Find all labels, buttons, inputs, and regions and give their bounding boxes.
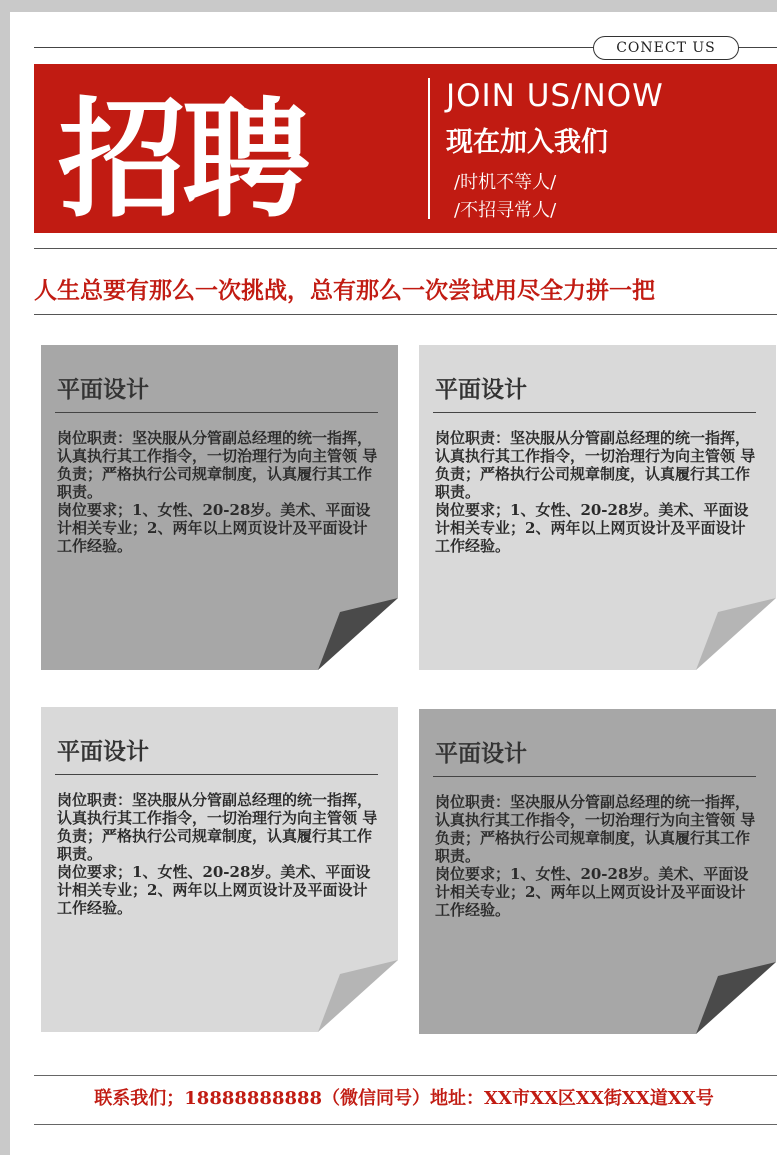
card-divider bbox=[55, 412, 378, 413]
slogan-line-2: /不招寻常人/ bbox=[454, 200, 557, 221]
header-banner bbox=[34, 64, 777, 233]
contact-info: 联系我们；18888888888（微信同号）地址：XX市XX区XX街XX道XX号 bbox=[94, 1088, 714, 1109]
card-divider bbox=[433, 776, 756, 777]
footer-top-rule bbox=[34, 1075, 777, 1076]
footer-bottom-rule bbox=[34, 1124, 777, 1125]
job-card bbox=[419, 709, 776, 1034]
page-curl-icon bbox=[696, 962, 776, 1034]
job-duty: 岗位职责：坚决服从分管副总经理的统一指挥，认真执行其工作指令，一切治理行为向主管领 导负责；严格执行公司规章制度，认真履行其工作职责。 bbox=[57, 429, 378, 501]
page-curl-icon bbox=[318, 598, 398, 670]
job-requirement: 岗位要求；1、女性、20-28岁。美术、平面设计相关专业；2、两年以上网页设计及平面设计工作经验。 bbox=[57, 501, 371, 555]
tagline-bottom-rule bbox=[34, 314, 777, 315]
page-title: 招聘 bbox=[58, 85, 307, 235]
job-title: 平面设计 bbox=[57, 738, 149, 765]
job-title: 平面设计 bbox=[57, 376, 149, 403]
poster bbox=[10, 12, 777, 1155]
slogan-line-1: /时机不等人/ bbox=[454, 172, 557, 193]
page-curl-icon bbox=[696, 598, 776, 670]
job-card bbox=[419, 345, 776, 670]
card-divider bbox=[55, 774, 378, 775]
tagline-top-rule bbox=[34, 248, 777, 249]
job-duty: 岗位职责：坚决服从分管副总经理的统一指挥，认真执行其工作指令，一切治理行为向主管领 导负责；严格执行公司规章制度，认真履行其工作职责。 bbox=[435, 793, 756, 865]
job-duty: 岗位职责：坚决服从分管副总经理的统一指挥，认真执行其工作指令，一切治理行为向主管领 导负责；严格执行公司规章制度，认真履行其工作职责。 bbox=[435, 429, 756, 501]
job-description bbox=[57, 429, 379, 555]
job-requirement: 岗位要求；1、女性、20-28岁。美术、平面设计相关专业；2、两年以上网页设计及平面设计工作经验。 bbox=[435, 865, 749, 919]
join-us-subheading: 现在加入我们 bbox=[446, 127, 608, 158]
job-description bbox=[435, 429, 757, 555]
job-duty: 岗位职责：坚决服从分管副总经理的统一指挥，认真执行其工作指令，一切治理行为向主管领 导负责；严格执行公司规章制度，认真履行其工作职责。 bbox=[57, 791, 378, 863]
job-title: 平面设计 bbox=[435, 740, 527, 767]
banner-divider bbox=[428, 78, 430, 219]
job-title: 平面设计 bbox=[435, 376, 527, 403]
job-requirement: 岗位要求；1、女性、20-28岁。美术、平面设计相关专业；2、两年以上网页设计及平面设计工作经验。 bbox=[57, 863, 371, 917]
job-card bbox=[41, 707, 398, 1032]
connect-us-badge[interactable]: CONECT US bbox=[593, 36, 739, 60]
tagline: 人生总要有那么一次挑战，总有那么一次尝试用尽全力拼一把 bbox=[34, 277, 655, 304]
job-requirement: 岗位要求；1、女性、20-28岁。美术、平面设计相关专业；2、两年以上网页设计及平面设计工作经验。 bbox=[435, 501, 749, 555]
card-divider bbox=[433, 412, 756, 413]
job-description bbox=[57, 791, 379, 917]
page-curl-icon bbox=[318, 960, 398, 1032]
join-us-heading: JOIN US/NOW bbox=[446, 78, 664, 114]
job-card bbox=[41, 345, 398, 670]
job-description bbox=[435, 793, 757, 919]
